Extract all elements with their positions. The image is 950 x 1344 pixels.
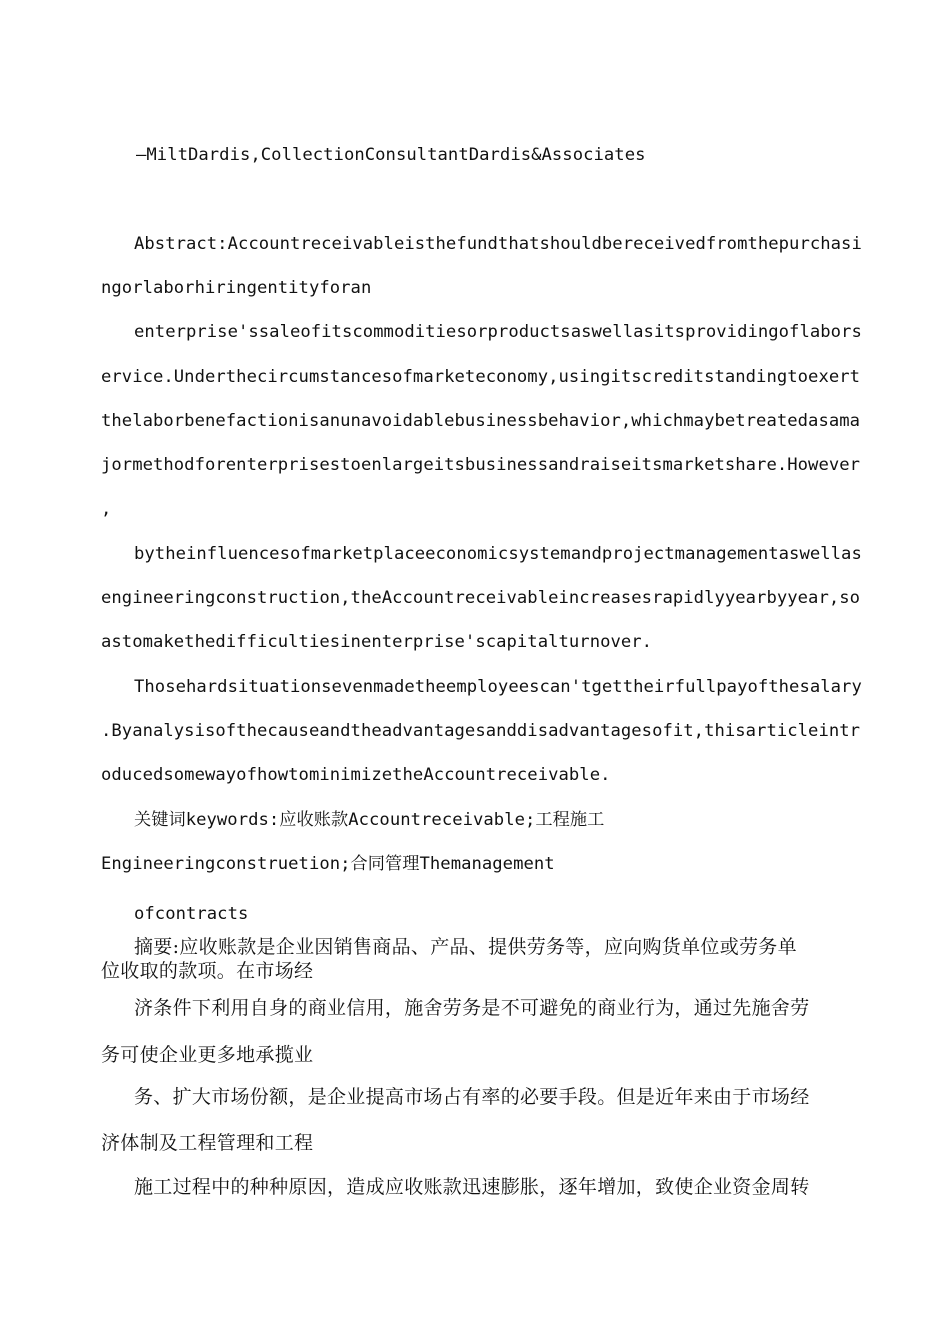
abstract-cn-line: 摘要:应收账款是企业因销售商品、产品、提供劳务等，应向购货单位或劳务单: [134, 936, 797, 958]
abstract-cn-line: 济条件下利用自身的商业信用，施舍劳务是不可避免的商业行为，通过先施舍劳: [134, 997, 810, 1019]
abstract-cn-line: 务可使企业更多地承揽业: [101, 1044, 314, 1066]
abstract-en-line: engineeringconstruction,theAccountreceivableincreasesrapidlyyearbyyear,so: [101, 588, 861, 608]
abstract-cn-line: 务、扩大市场份额，是企业提高市场占有率的必要手段。但是近年来由于市场经: [134, 1086, 810, 1108]
abstract-en-line: bytheinfluencesofmarketplaceeconomicsystemandprojectmanagementaswellas: [134, 544, 862, 564]
abstract-en-line: ,: [101, 499, 112, 519]
abstract-en-line: thelaborbenefactionisanunavoidablebusinessbehavior,whichmaybetreatedasama: [101, 411, 861, 431]
attribution-line: —MiltDardis,CollectionConsultantDardis&Associates: [136, 145, 646, 165]
abstract-en-line: .Byanalysisofthecauseandtheadvantagesanddisadvantagesofit,thisarticleintr: [101, 721, 861, 741]
abstract-en-line: enterprise'ssaleofitscommoditiesorproductsaswellasitsprovidingoflabors: [134, 322, 862, 342]
abstract-en-line: astomakethedifficultiesinenterprise'scapitalturnover.: [101, 632, 653, 652]
abstract-cn-line: 济体制及工程管理和工程: [101, 1132, 314, 1154]
keywords-line: Engineeringconstruetion;合同管理Themanagement: [101, 854, 555, 874]
abstract-cn-line: 施工过程中的种种原因，造成应收账款迅速膨胀，逐年增加，致使企业资金周转: [134, 1176, 810, 1198]
abstract-en-line: Abstract:Accountreceivableisthefundthatshouldbereceivedfromthepurchasi: [134, 234, 862, 254]
abstract-en-line: oducedsomewayofhowtominimizetheAccountreceivable.: [101, 765, 611, 785]
abstract-en-line: ngorlaborhiringentityforan: [101, 278, 372, 298]
abstract-en-line: Thosehardsituationsevenmadetheemployeescan'tgettheirfullpayofthesalary: [134, 677, 862, 697]
keywords-line: 关键词keywords:应收账款Accountreceivable;工程施工: [134, 810, 605, 830]
abstract-en-line: jormethodforenterprisestoenlargeitsbusinessandraiseitsmarketshare.However: [101, 455, 861, 475]
abstract-cn-line: 位收取的款项。在市场经: [101, 960, 314, 982]
keywords-line: ofcontracts: [134, 904, 249, 924]
abstract-en-line: ervice.Underthecircumstancesofmarketeconomy,usingitscreditstandingtoexert: [101, 367, 861, 387]
